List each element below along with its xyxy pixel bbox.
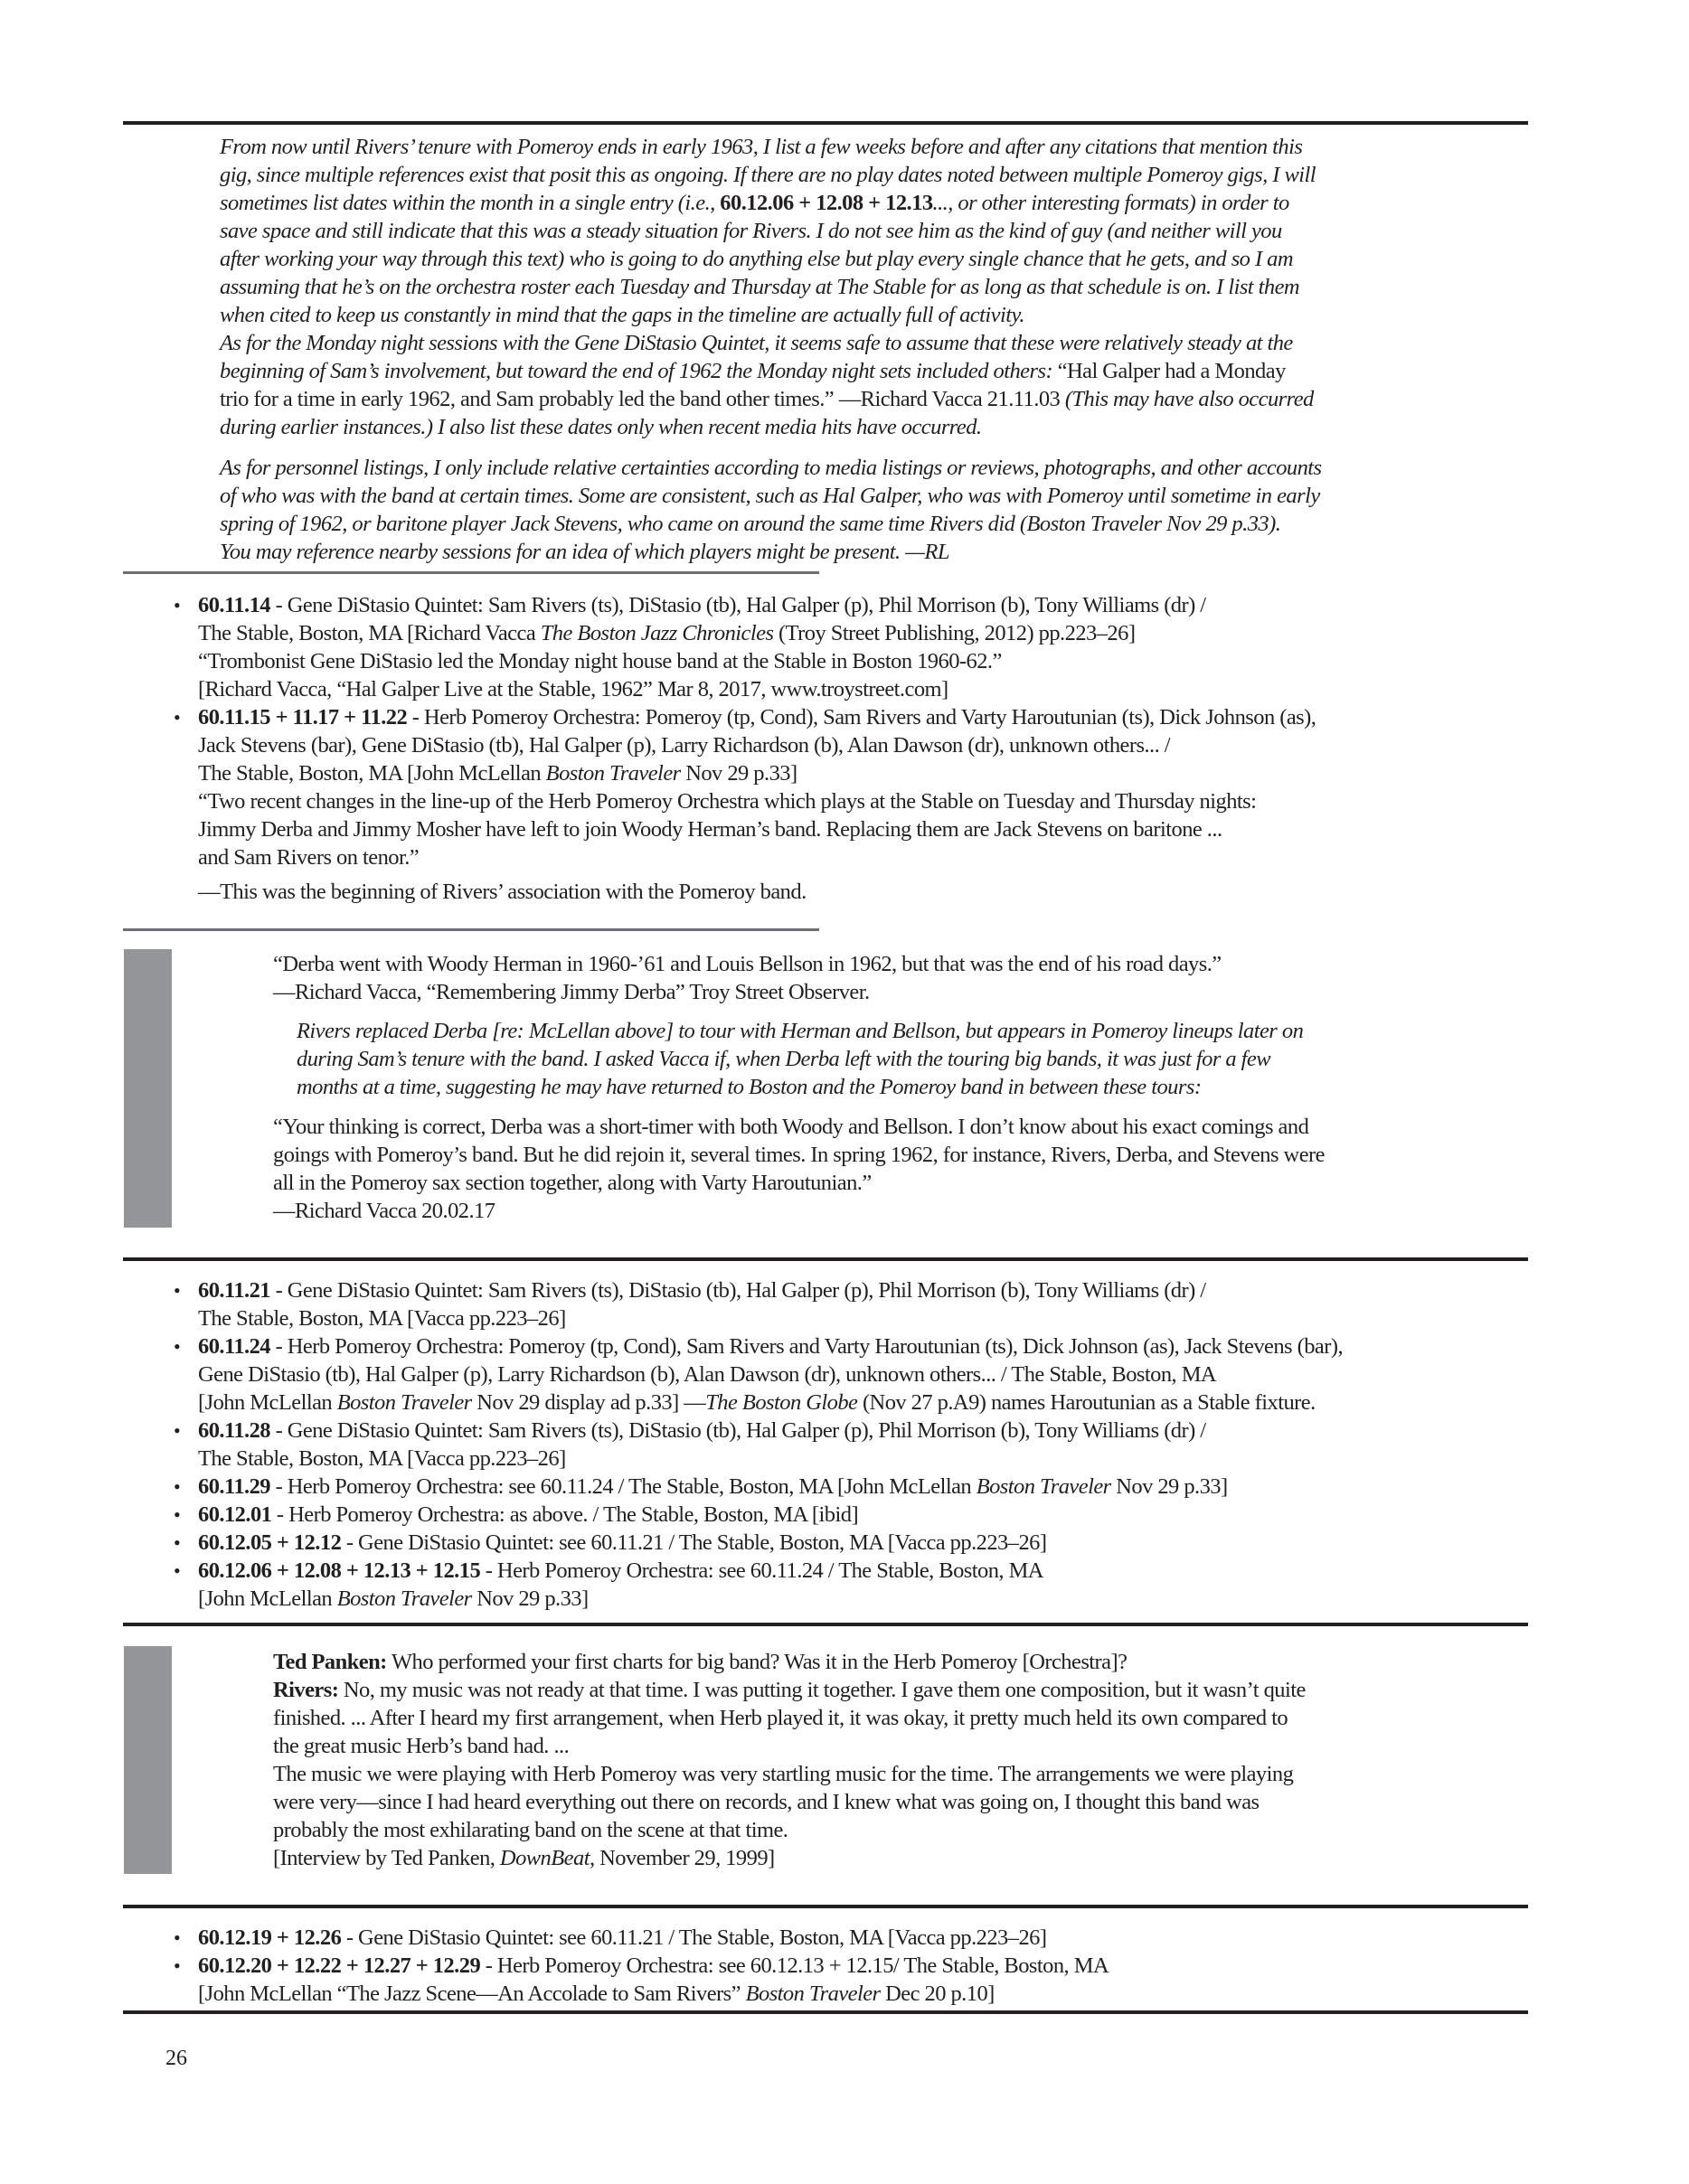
- interview-line: [273, 1844, 775, 1872]
- text-run: sometimes list dates within the month in a single entry (i.e.,: [220, 191, 721, 215]
- intro-line: [220, 413, 981, 441]
- text-run: Nov 29 p.33]: [680, 761, 797, 786]
- text-run: The Boston Globe: [705, 1390, 858, 1415]
- text-run: Boston Traveler: [976, 1474, 1111, 1499]
- text-run: probably the most exhilarating band on the scene at that time.: [273, 1818, 788, 1842]
- text-run: Boston Traveler: [336, 1390, 472, 1415]
- text-run: —Richard Vacca 20.02.17: [273, 1199, 495, 1223]
- author-note-line: [297, 1073, 1201, 1101]
- text-run: 60.12.06 + 12.08 + 12.13 + 12.15: [198, 1558, 481, 1583]
- text-run: As for personnel listings, I only include relative certainties according to media listings or reviews, photographs, and other accounts: [220, 456, 1322, 480]
- text-run: Jack Stevens (bar), Gene DiStasio (tb), Hal Galper (p), Larry Richardson (b), Alan Dawson (dr), unknown others... /: [198, 733, 1171, 758]
- text-run: The Boston Jazz Chronicles: [540, 621, 774, 645]
- entry-line: [198, 591, 1206, 619]
- text-run: —Richard Vacca, “Remembering Jimmy Derba” Troy Street Observer.: [273, 980, 870, 1004]
- text-run: - Herb Pomeroy Orchestra: see 60.11.24 / The Stable, Boston, MA [John McLellan: [270, 1474, 977, 1499]
- intro-line: [220, 482, 1320, 510]
- text-run: “Your thinking is correct, Derba was a short-timer with both Woody and Bellson. I don’t know about his exact comings and: [273, 1115, 1309, 1139]
- text-run: “Derba went with Woody Herman in 1960-’61 and Louis Bellson in 1962, but that was the end of his road days.”: [273, 952, 1222, 976]
- bullet-icon: •: [174, 1279, 181, 1302]
- section2-bottom-rule: [123, 1623, 1528, 1626]
- reply-line: [273, 1113, 1308, 1141]
- text-run: assuming that he’s on the orchestra roster each Tuesday and Thursday at The Stable for as long as that schedule is on. I list them: [220, 275, 1300, 299]
- text-run: the great music Herb’s band had. ...: [273, 1734, 570, 1758]
- text-run: 60.11.14: [198, 593, 270, 617]
- text-run: (This may have also occurred: [1064, 387, 1314, 411]
- interview-line: [273, 1816, 788, 1844]
- text-run: - Gene DiStasio Quintet: Sam Rivers (ts), DiStasio (tb), Hal Galper (p), Phil Morrison (b), Tony Williams (dr) /: [270, 1418, 1206, 1443]
- entry-continuation: [198, 787, 1256, 815]
- text-run: Boston Traveler: [745, 1982, 881, 2006]
- text-run: goings with Pomeroy’s band. But he did rejoin it, several times. In spring 1962, for instance, Rivers, Derba, and Stevens were: [273, 1143, 1325, 1167]
- entry-continuation: [198, 1980, 995, 2008]
- bullet-icon: •: [174, 1503, 181, 1526]
- text-run: trio for a time in early 1962, and Sam probably led the band other times.” —Richard Vacca 21.11.03: [220, 387, 1065, 411]
- text-run: finished. ... After I heard my first arrangement, when Herb played it, it was okay, it pretty much held its own compared to: [273, 1706, 1288, 1730]
- text-run: No, my music was not ready at that time. I was putting it together. I gave them one composition, but it wasn’t quite: [338, 1678, 1306, 1702]
- text-run: - Gene DiStasio Quintet: Sam Rivers (ts), DiStasio (tb), Hal Galper (p), Phil Morrison (b), Tony Williams (dr) /: [270, 593, 1206, 617]
- text-run: From now until Rivers’ tenure with Pomeroy ends in early 1963, I list a few weeks before and after any citations that mention this: [220, 135, 1303, 159]
- text-run: - Gene DiStasio Quintet: see 60.11.21 / The Stable, Boston, MA [Vacca pp.223–26]: [341, 1925, 1047, 1950]
- text-run: 60.12.01: [198, 1502, 272, 1527]
- text-run: - Herb Pomeroy Orchestra: Pomeroy (tp, Cond), Sam Rivers and Varty Haroutunian (ts), Dick Johnson (as), Jack Stevens (bar),: [270, 1334, 1344, 1359]
- intro-line: [220, 161, 1316, 189]
- text-run: Nov 29 p.33]: [1110, 1474, 1228, 1499]
- text-run: [John McLellan “The Jazz Scene—An Accolade to Sam Rivers”: [198, 1982, 746, 2006]
- intro-line: [220, 133, 1302, 161]
- text-run: Nov 29 p.33]: [471, 1586, 589, 1611]
- text-run: - Herb Pomeroy Orchestra: see 60.11.24 / The Stable, Boston, MA: [480, 1558, 1043, 1583]
- entry-continuation: [198, 731, 1170, 759]
- intro-line: [220, 329, 1293, 357]
- section1-divider: [123, 928, 819, 931]
- interview-sidebar-bar: [124, 1646, 172, 1874]
- text-run: beginning of Sam’s involvement, but toward the end of 1962 the Monday night sets included others:: [220, 359, 1058, 383]
- entry-line: [198, 1501, 858, 1529]
- text-run: Nov 29 display ad p.33] —: [471, 1390, 706, 1415]
- top-rule: [123, 121, 1528, 125]
- bottom-rule: [123, 2010, 1528, 2014]
- bullet-icon: •: [174, 706, 181, 729]
- entry-continuation: [198, 647, 1002, 675]
- text-run: save space and still indicate that this was a steady situation for Rivers. I do not see him as the kind of guy (and neither will you: [220, 219, 1282, 243]
- entry-line: [198, 1473, 1228, 1501]
- text-run: “Trombonist Gene DiStasio led the Monday night house band at the Stable in Boston 1960-62.”: [198, 649, 1002, 673]
- text-run: Rivers:: [273, 1678, 339, 1702]
- text-run: months at a time, suggesting he may have returned to Boston and the Pomeroy band in between these tours:: [297, 1075, 1202, 1099]
- text-run: 60.11.24: [198, 1334, 270, 1359]
- text-run: Jimmy Derba and Jimmy Mosher have left to join Woody Herman’s band. Replacing them are Jack Stevens on baritone ...: [198, 817, 1222, 842]
- text-run: The Stable, Boston, MA [Richard Vacca: [198, 621, 541, 645]
- interview-line: [273, 1732, 569, 1760]
- entry-continuation: [198, 675, 948, 703]
- text-run: 60.11.29: [198, 1474, 270, 1499]
- reply-line: [273, 1141, 1325, 1169]
- text-run: Dec 20 p.10]: [880, 1982, 995, 2006]
- text-run: The Stable, Boston, MA [John McLellan: [198, 761, 546, 786]
- intro-line: [220, 454, 1322, 482]
- intro-line: [220, 189, 1289, 217]
- text-run: 60.12.05 + 12.12: [198, 1530, 342, 1555]
- intro-divider: [123, 571, 819, 574]
- entry-continuation: [198, 759, 797, 787]
- quote-line: [273, 978, 870, 1006]
- text-run: [Richard Vacca, “Hal Galper Live at the Stable, 1962” Mar 8, 2017, www.troystreet.com]: [198, 677, 948, 701]
- quote-sidebar-bar: [124, 949, 172, 1228]
- text-run: Who performed your first charts for big band? Was it in the Herb Pomeroy [Orchestra]?: [386, 1650, 1128, 1674]
- text-run: (Nov 27 p.A9) names Haroutunian as a Stable fixture.: [857, 1390, 1316, 1415]
- text-run: during earlier instances.) I also list these dates only when recent media hits have occurred.: [220, 415, 982, 439]
- entry-continuation: [198, 619, 1135, 647]
- text-run: [John McLellan: [198, 1586, 337, 1611]
- author-note-line: [297, 1017, 1303, 1045]
- intro-line: [220, 510, 1280, 538]
- entry-continuation: [198, 878, 807, 906]
- text-run: The Stable, Boston, MA [Vacca pp.223–26]: [198, 1446, 566, 1471]
- text-run: Gene DiStasio (tb), Hal Galper (p), Larry Richardson (b), Alan Dawson (dr), unknown others... / The Stable, Boston, MA: [198, 1362, 1217, 1387]
- quote-line: [273, 950, 1222, 978]
- intro-line: [220, 357, 1286, 385]
- text-run: DownBeat: [499, 1846, 590, 1870]
- text-run: - Gene DiStasio Quintet: Sam Rivers (ts), DiStasio (tb), Hal Galper (p), Phil Morrison (b), Tony Williams (dr) /: [270, 1278, 1206, 1303]
- text-run: “Two recent changes in the line-up of the Herb Pomeroy Orchestra which plays at the Stable on Tuesday and Thursday nights:: [198, 789, 1257, 814]
- text-run: 60.12.06 + 12.08 + 12.13: [720, 191, 933, 215]
- text-run: The music we were playing with Herb Pomeroy was very startling music for the time. The arrangements we were playing: [273, 1762, 1294, 1786]
- reply-line: [273, 1197, 495, 1225]
- entry-continuation: [198, 1304, 566, 1332]
- interview-line: [273, 1788, 1260, 1816]
- entry-line: [198, 1529, 1046, 1557]
- intro-line: [220, 245, 1293, 273]
- bullet-icon: •: [174, 1954, 181, 1977]
- text-run: - Herb Pomeroy Orchestra: as above. / The Stable, Boston, MA [ibid]: [271, 1502, 859, 1527]
- entry-continuation: [198, 1389, 1316, 1417]
- bullet-icon: •: [174, 1559, 181, 1582]
- text-run: spring of 1962, or baritone player Jack Stevens, who came on around the same time Rivers did (Boston Traveler Nov 29 p.33).: [220, 512, 1281, 536]
- text-run: (Troy Street Publishing, 2012) pp.223–26]: [773, 621, 1136, 645]
- text-run: ..., or other interesting formats) in order to: [932, 191, 1289, 215]
- bullet-icon: •: [174, 1926, 181, 1949]
- entry-line: [198, 1952, 1109, 1980]
- interview-line: [273, 1760, 1293, 1788]
- page-number: 26: [165, 2047, 187, 2070]
- bullet-icon: •: [174, 1335, 181, 1358]
- text-run: 60.11.28: [198, 1418, 270, 1443]
- intro-line: [220, 273, 1299, 301]
- entry-line: [198, 1332, 1343, 1360]
- text-run: Rivers replaced Derba [re: McLellan above] to tour with Herman and Bellson, but appears in Pomeroy lineups later on: [297, 1019, 1304, 1043]
- interview-line: [273, 1704, 1288, 1732]
- entry-line: [198, 1417, 1206, 1445]
- text-run: As for the Monday night sessions with the Gene DiStasio Quintet, it seems safe to assume that these were relatively steady at the: [220, 331, 1293, 355]
- bullet-icon: •: [174, 1419, 181, 1442]
- text-run: Ted Panken:: [273, 1650, 387, 1674]
- text-run: - Herb Pomeroy Orchestra: see 60.12.13 + 12.15/ The Stable, Boston, MA: [480, 1953, 1109, 1978]
- text-run: —This was the beginning of Rivers’ association with the Pomeroy band.: [198, 880, 807, 904]
- text-run: “Hal Galper had a Monday: [1057, 359, 1286, 383]
- text-run: 60.12.19 + 12.26: [198, 1925, 342, 1950]
- entry-continuation: [198, 815, 1222, 843]
- entry-continuation: [198, 843, 419, 871]
- text-run: [John McLellan: [198, 1390, 337, 1415]
- text-run: [Interview by Ted Panken,: [273, 1846, 500, 1870]
- text-run: Boston Traveler: [336, 1586, 472, 1611]
- bullet-icon: •: [174, 1475, 181, 1498]
- entry-line: [198, 1276, 1206, 1304]
- text-run: of who was with the band at certain times. Some are consistent, such as Hal Galper, who was with Pomeroy until sometime in early: [220, 484, 1320, 508]
- text-run: gig, since multiple references exist that posit this as ongoing. If there are no play dates noted between multiple Pomeroy gigs, I will: [220, 163, 1316, 187]
- entry-line: [198, 703, 1316, 731]
- reply-line: [273, 1169, 872, 1197]
- text-run: when cited to keep us constantly in mind that the gaps in the timeline are actually full of activity.: [220, 303, 1025, 327]
- entry-line: [198, 1924, 1046, 1952]
- text-run: 60.11.21: [198, 1278, 270, 1303]
- section2-top-rule: [123, 1257, 1528, 1261]
- entry-continuation: [198, 1360, 1216, 1389]
- text-run: , November 29, 1999]: [589, 1846, 775, 1870]
- entry-continuation: [198, 1445, 566, 1473]
- text-run: The Stable, Boston, MA [Vacca pp.223–26]: [198, 1306, 566, 1331]
- interview-line: [273, 1676, 1306, 1704]
- text-run: were very—since I had heard everything out there on records, and I knew what was going on, I thought this band was: [273, 1790, 1260, 1814]
- text-run: 60.11.15 + 11.17 + 11.22: [198, 705, 408, 730]
- text-run: - Gene DiStasio Quintet: see 60.11.21 / The Stable, Boston, MA [Vacca pp.223–26]: [341, 1530, 1047, 1555]
- bullet-icon: •: [174, 1531, 181, 1554]
- entry-line: [198, 1557, 1043, 1585]
- interview-line: [273, 1648, 1127, 1676]
- section3-top-rule: [123, 1905, 1528, 1908]
- intro-line: [220, 385, 1314, 413]
- intro-line: [220, 301, 1024, 329]
- text-run: You may reference nearby sessions for an idea of which players might be present. —RL: [220, 540, 949, 564]
- text-run: during Sam’s tenure with the band. I asked Vacca if, when Derba left with the touring big bands, it was just for a few: [297, 1047, 1271, 1071]
- author-note-line: [297, 1045, 1270, 1073]
- text-run: - Herb Pomeroy Orchestra: Pomeroy (tp, Cond), Sam Rivers and Varty Haroutunian (ts), Dick Johnson (as),: [407, 705, 1316, 730]
- text-run: and Sam Rivers on tenor.”: [198, 845, 420, 870]
- text-run: 60.12.20 + 12.22 + 12.27 + 12.29: [198, 1953, 481, 1978]
- text-run: all in the Pomeroy sax section together, along with Varty Haroutunian.”: [273, 1171, 872, 1195]
- text-run: after working your way through this text) who is going to do anything else but play every single chance that he gets, and so I am: [220, 247, 1293, 271]
- intro-line: [220, 538, 949, 566]
- text-run: Boston Traveler: [545, 761, 681, 786]
- intro-line: [220, 217, 1282, 245]
- entry-continuation: [198, 1585, 589, 1613]
- bullet-icon: •: [174, 594, 181, 617]
